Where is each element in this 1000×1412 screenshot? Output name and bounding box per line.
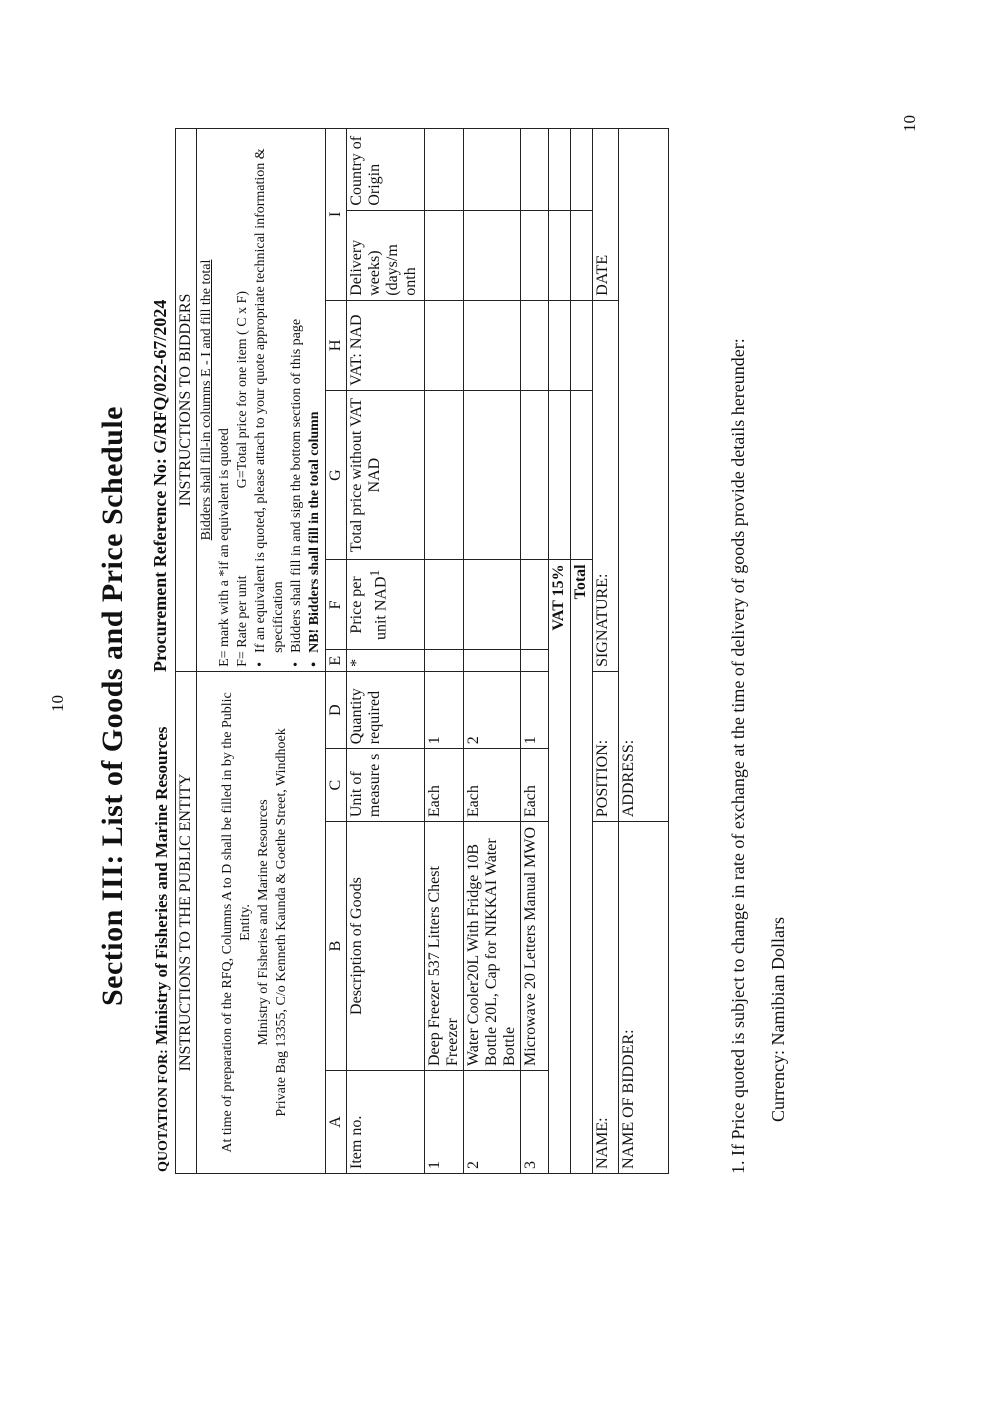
header-price	[347, 560, 425, 650]
total-cell[interactable]	[464, 390, 521, 560]
bidders-fill-note: Bidders shall fill-in columns E - I and fill the total	[199, 259, 214, 541]
header-equivalent: *	[347, 650, 425, 671]
delivery-cell[interactable]	[521, 210, 549, 300]
bidder-bullets	[252, 133, 324, 667]
item-quantity: 2	[464, 671, 521, 748]
signature-field[interactable]: SIGNATURE:	[593, 300, 619, 671]
country-cell[interactable]	[425, 129, 464, 211]
item-no: 2	[464, 1071, 521, 1174]
col-letter: F	[326, 560, 347, 650]
col-letter: A	[326, 1071, 347, 1174]
quotation-for-value: Ministry of Fisheries and Marine Resources	[152, 726, 171, 1045]
vat-cell[interactable]	[464, 300, 521, 390]
delivery-cell[interactable]	[425, 210, 464, 300]
country-cell[interactable]	[571, 129, 593, 211]
public-entity-address-1: Ministry of Fisheries and Marine Resources	[256, 799, 271, 1046]
col-letter: G	[326, 390, 347, 560]
address-field[interactable]: ADDRESS:	[619, 129, 669, 822]
price-cell[interactable]	[521, 560, 549, 650]
price-cell[interactable]	[425, 560, 464, 650]
public-entity-heading: INSTRUCTIONS TO THE PUBLIC ENTITY	[176, 671, 197, 1173]
equivalent-cell[interactable]	[464, 650, 521, 671]
position-field[interactable]: POSITION:	[593, 671, 619, 821]
column-headers-row	[347, 129, 425, 1174]
item-unit: Each	[464, 749, 521, 822]
price-schedule-table	[175, 128, 669, 1174]
instructions-heading-row	[176, 129, 197, 1174]
currency-note: Currency: Namibian Dollars	[768, 917, 788, 1122]
vat-cell[interactable]	[425, 300, 464, 390]
public-entity-address-2: Private Bag 13355, C/o Kenneth Kaunda & Goethe Street, Windhoek	[274, 728, 289, 1117]
page-number-top: 10	[48, 695, 67, 712]
header-unit: Unit of measure s	[347, 749, 425, 822]
item-no: 3	[521, 1071, 549, 1174]
vat-cell[interactable]	[549, 300, 571, 390]
bullet-item: • Bidders shall fill in and sign the bottom section of this page	[288, 133, 306, 653]
total-cell[interactable]	[425, 390, 464, 560]
col-letter: B	[326, 822, 347, 1071]
procurement-reference: Procurement Reference No: G/RFQ/022-67/2024	[150, 299, 170, 672]
total-amount-cell[interactable]	[571, 390, 593, 560]
vat-row	[549, 129, 571, 1174]
e-note: E= mark with a *if an equivalent is quoted	[217, 428, 232, 667]
col-letter: I	[326, 129, 347, 301]
bullet-item: • If an equivalent is quoted, please attach to your quote appropriate technical information & specification	[252, 133, 288, 653]
header-delivery: Delivery weeks) (days/m onth	[347, 210, 425, 300]
delivery-cell[interactable]	[549, 210, 571, 300]
bullet-item: • NB! Bidders shall fill in the total column	[306, 133, 324, 653]
item-row	[521, 129, 549, 1174]
vat-label: VAT 15%	[549, 560, 571, 1174]
col-letter: C	[326, 749, 347, 822]
section-title	[96, 0, 130, 1412]
bidder-instructions	[197, 129, 326, 672]
exchange-rate-footnote: 1. If Price quoted is subject to change in rate of exchange at the time of delivery of goods provide details hereunder:	[728, 338, 748, 1174]
section-title-prefix: Section III:	[96, 854, 129, 1007]
item-description: Microwave 20 Letters Manual MWO	[521, 822, 549, 1071]
g-note: G=Total price for one item ( C x F)	[235, 291, 250, 489]
header-total: Total price without VAT NAD	[347, 390, 425, 560]
item-no: 1	[425, 1071, 464, 1174]
signoff-row-2	[619, 129, 669, 1174]
page-number-side: 10	[900, 115, 919, 132]
item-row	[425, 129, 464, 1174]
instructions-body-row	[197, 129, 326, 1174]
quotation-for	[152, 727, 172, 1172]
vat-cell[interactable]	[571, 300, 593, 390]
name-field[interactable]: NAME:	[593, 822, 619, 1174]
public-entity-text: At time of preparation of the RFQ, Columns A to D shall be filled in by the Public Entity.	[220, 692, 253, 1153]
header-price-text: Price per unit NAD	[348, 576, 390, 641]
equivalent-cell[interactable]	[521, 650, 549, 671]
item-description: Deep Freezer 537 Litters Chest Freezer	[425, 822, 464, 1071]
signoff-row-1	[593, 129, 619, 1174]
public-entity-instructions	[197, 671, 326, 1173]
col-letter: D	[326, 671, 347, 748]
f-g-notes	[234, 133, 252, 667]
header-vat: VAT: NAD	[347, 300, 425, 390]
total-cell[interactable]	[521, 390, 549, 560]
delivery-cell[interactable]	[571, 210, 593, 300]
country-cell[interactable]	[464, 129, 521, 211]
price-cell[interactable]	[464, 560, 521, 650]
f-note: F= Rate per unit	[235, 575, 250, 667]
quotation-for-label: QUOTATION FOR:	[156, 1049, 171, 1172]
column-letters-row	[326, 129, 347, 1174]
country-cell[interactable]	[549, 129, 571, 211]
header-description: Description of Goods	[347, 822, 425, 1071]
vat-amount-cell[interactable]	[549, 390, 571, 560]
equivalent-cell[interactable]	[425, 650, 464, 671]
header-quantity: Quantity required	[347, 671, 425, 748]
item-unit: Each	[425, 749, 464, 822]
bidder-name-field[interactable]: NAME OF BIDDER:	[619, 822, 669, 1174]
header-item-no: Item no.	[347, 1071, 425, 1174]
bidders-heading: INSTRUCTIONS TO BIDDERS	[176, 129, 197, 672]
total-row	[571, 129, 593, 1174]
item-quantity: 1	[521, 671, 549, 748]
date-field[interactable]: DATE	[593, 129, 619, 301]
country-cell[interactable]	[521, 129, 549, 211]
item-description: Water Cooler20L With Fridge 10B Bottle 20L, Cap for NIKKAI Water Bottle	[464, 822, 521, 1071]
header-country: Country of Origin	[347, 129, 425, 211]
item-row	[464, 129, 521, 1174]
footnote-mark: 1	[367, 569, 382, 577]
item-quantity: 1	[425, 671, 464, 748]
total-label: Total	[571, 560, 593, 1174]
col-letter: E	[326, 650, 347, 671]
vat-cell[interactable]	[521, 300, 549, 390]
section-title-rest: List of Goods and Price Schedule	[96, 405, 129, 847]
col-letter: H	[326, 300, 347, 390]
item-unit: Each	[521, 749, 549, 822]
delivery-cell[interactable]	[464, 210, 521, 300]
